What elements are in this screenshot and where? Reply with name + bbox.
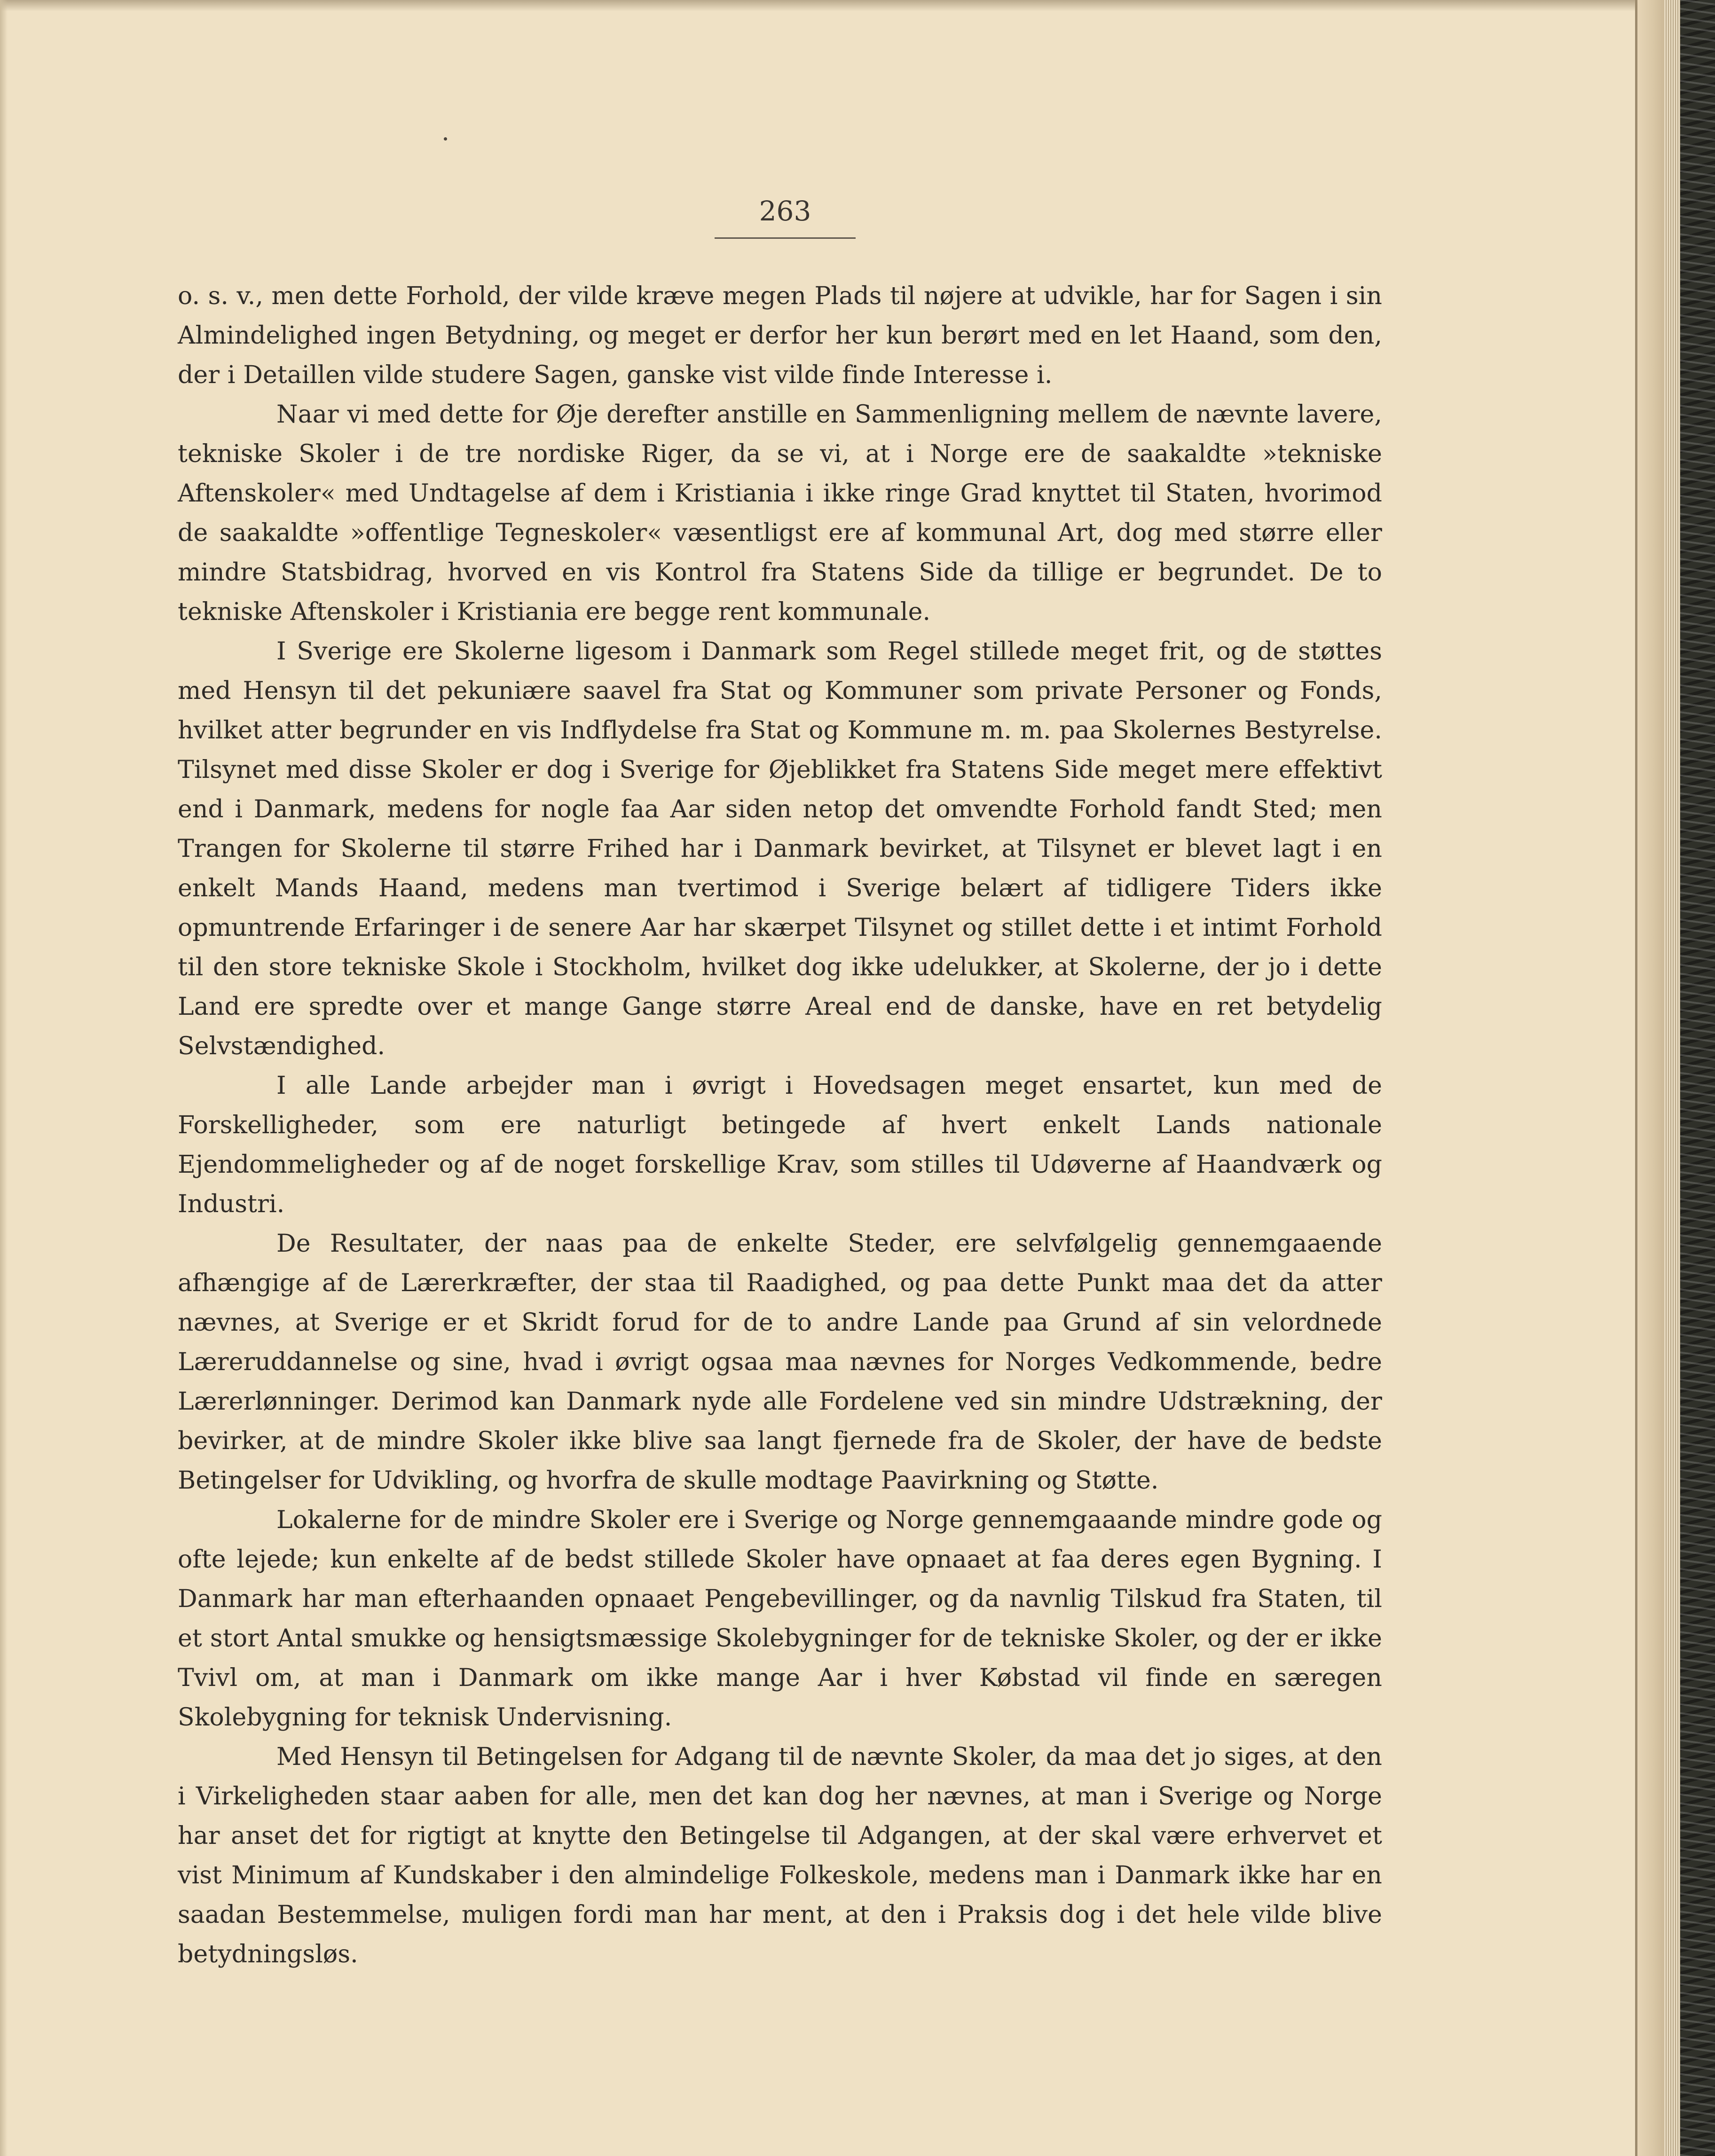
page-number-rule: [715, 237, 856, 239]
body-text: [178, 276, 1382, 1974]
paragraph: De Resultater, der naas paa de enkelte Steder, ere selvfølgelig gennemgaaende afhængige af de Lærerkræfter, der staa til Raadighed, og paa dette Punkt maa det da atter nævnes, at Sverige er et Skridt forud for de to andre Lande paa Grund af sin velordnede Læreruddannelse og sine, hvad i øvrigt ogsaa maa nævnes for Norges Vedkommende, bedre Lærerlønninger. Derimod kan Danmark nyde alle Fordelene ved sin mindre Udstrækning, der bevirker, at de mindre Skoler ikke blive saa langt fjernede fra de Skoler, der have de bedste Betingelser for Udvikling, og hvorfra de skulle modtage Paavirkning og Støtte.: [178, 1230, 1382, 1495]
paragraph: I Sverige ere Skolerne ligesom i Danmark som Regel stillede meget frit, og de støttes med Hensyn til det pekuniære saavel fra Stat og Kommuner som private Personer og Fonds, hvilket atter begrunder en vis Indflydelse fra Stat og Kommune m. m. paa Skolernes Bestyrelse. Tilsynet med disse Skoler er dog i Sverige for Øjeblikket fra Statens Side meget mere effektivt end i Danmark, medens for nogle faa Aar siden netop det omvendte Forhold fandt Sted; men Trangen for Skolerne til større Frihed har i Danmark bevirket, at Tilsynet er blevet lagt i en enkelt Mands Haand, medens man tvertimod i Sverige belært af tidligere Tiders ikke opmuntrende Erfaringer i de senere Aar har skærpet Tilsynet og stillet dette i et intimt Forhold til den store tekniske Skole i Stockholm, hvilket dog ikke udelukker, at Skolerne, der jo i dette Land ere spredte over et mange Gange større Areal end de danske, have en ret betydelig Selvstændighed.: [178, 637, 1382, 1060]
underlying-page-edges: [1664, 0, 1680, 2156]
paragraph: Lokalerne for de mindre Skoler ere i Sverige og Norge gennemgaaande mindre gode og ofte lejede; kun enkelte af de bedst stillede Skoler have opnaaet at faa deres egen Bygning. I Danmark har man efterhaanden opnaaet Pengebevillinger, og da navnlig Tilskud fra Staten, til et stort Antal smukke og hensigtsmæssige Skolebygninger for de tekniske Skoler, og der er ikke Tvivl om, at man i Danmark om ikke mange Aar i hver Købstad vil finde en særegen Skolebygning for teknisk Undervisning.: [178, 1506, 1382, 1732]
top-shadow: [0, 0, 1635, 11]
paragraph: I alle Lande arbejder man i øvrigt i Hovedsagen meget ensartet, kun med de Forskelligheder, som ere naturligt betingede af hvert enkelt Lands nationale Ejendommeligheder og af de noget forskellige Krav, som stilles til Udøverne af Haandværk og Industri.: [178, 1072, 1382, 1218]
left-shadow: [0, 0, 8, 2156]
ink-speck: [444, 137, 447, 141]
page-fold-edge: [1635, 0, 1667, 2156]
paragraph: Med Hensyn til Betingelsen for Adgang til de nævnte Skoler, da maa det jo siges, at den i Virkeligheden staar aaben for alle, men det kan dog her nævnes, at man i Sverige og Norge har anset det for rigtigt at knytte den Betingelse til Adgangen, at der skal være erhvervet et vist Minimum af Kundskaber i den almindelige Folkeskole, medens man i Danmark ikke har en saadan Bestemmelse, muligen fordi man har ment, at den i Praksis dog i det hele vilde blive betydningsløs.: [178, 1743, 1382, 1968]
paragraph: o. s. v., men dette Forhold, der vilde kræve megen Plads til nøjere at udvikle, har for Sagen i sin Almindelighed ingen Betydning, og meget er derfor her kun berørt med en let Haand, som den, der i Detaillen vilde studere Sagen, ganske vist vilde finde Interesse i.: [178, 282, 1382, 389]
page-number: 263: [759, 195, 811, 227]
paragraph: Naar vi med dette for Øje derefter anstille en Sammenligning mellem de nævnte lavere, tekniske Skoler i de tre nordiske Riger, da se vi, at i Norge ere de saakaldte »tekniske Aftenskoler« med Undtagelse af dem i Kristiania i ikke ringe Grad knyttet til Staten, hvorimod de saakaldte »offentlige Tegneskoler« væsentligst ere af kommunal Art, dog med større eller mindre Statsbidrag, hvorved en vis Kontrol fra Statens Side da tillige er begrundet. De to tekniske Aftenskoler i Kristiania ere begge rent kommunale.: [178, 400, 1382, 626]
book-binding-edge: [1680, 0, 1715, 2156]
